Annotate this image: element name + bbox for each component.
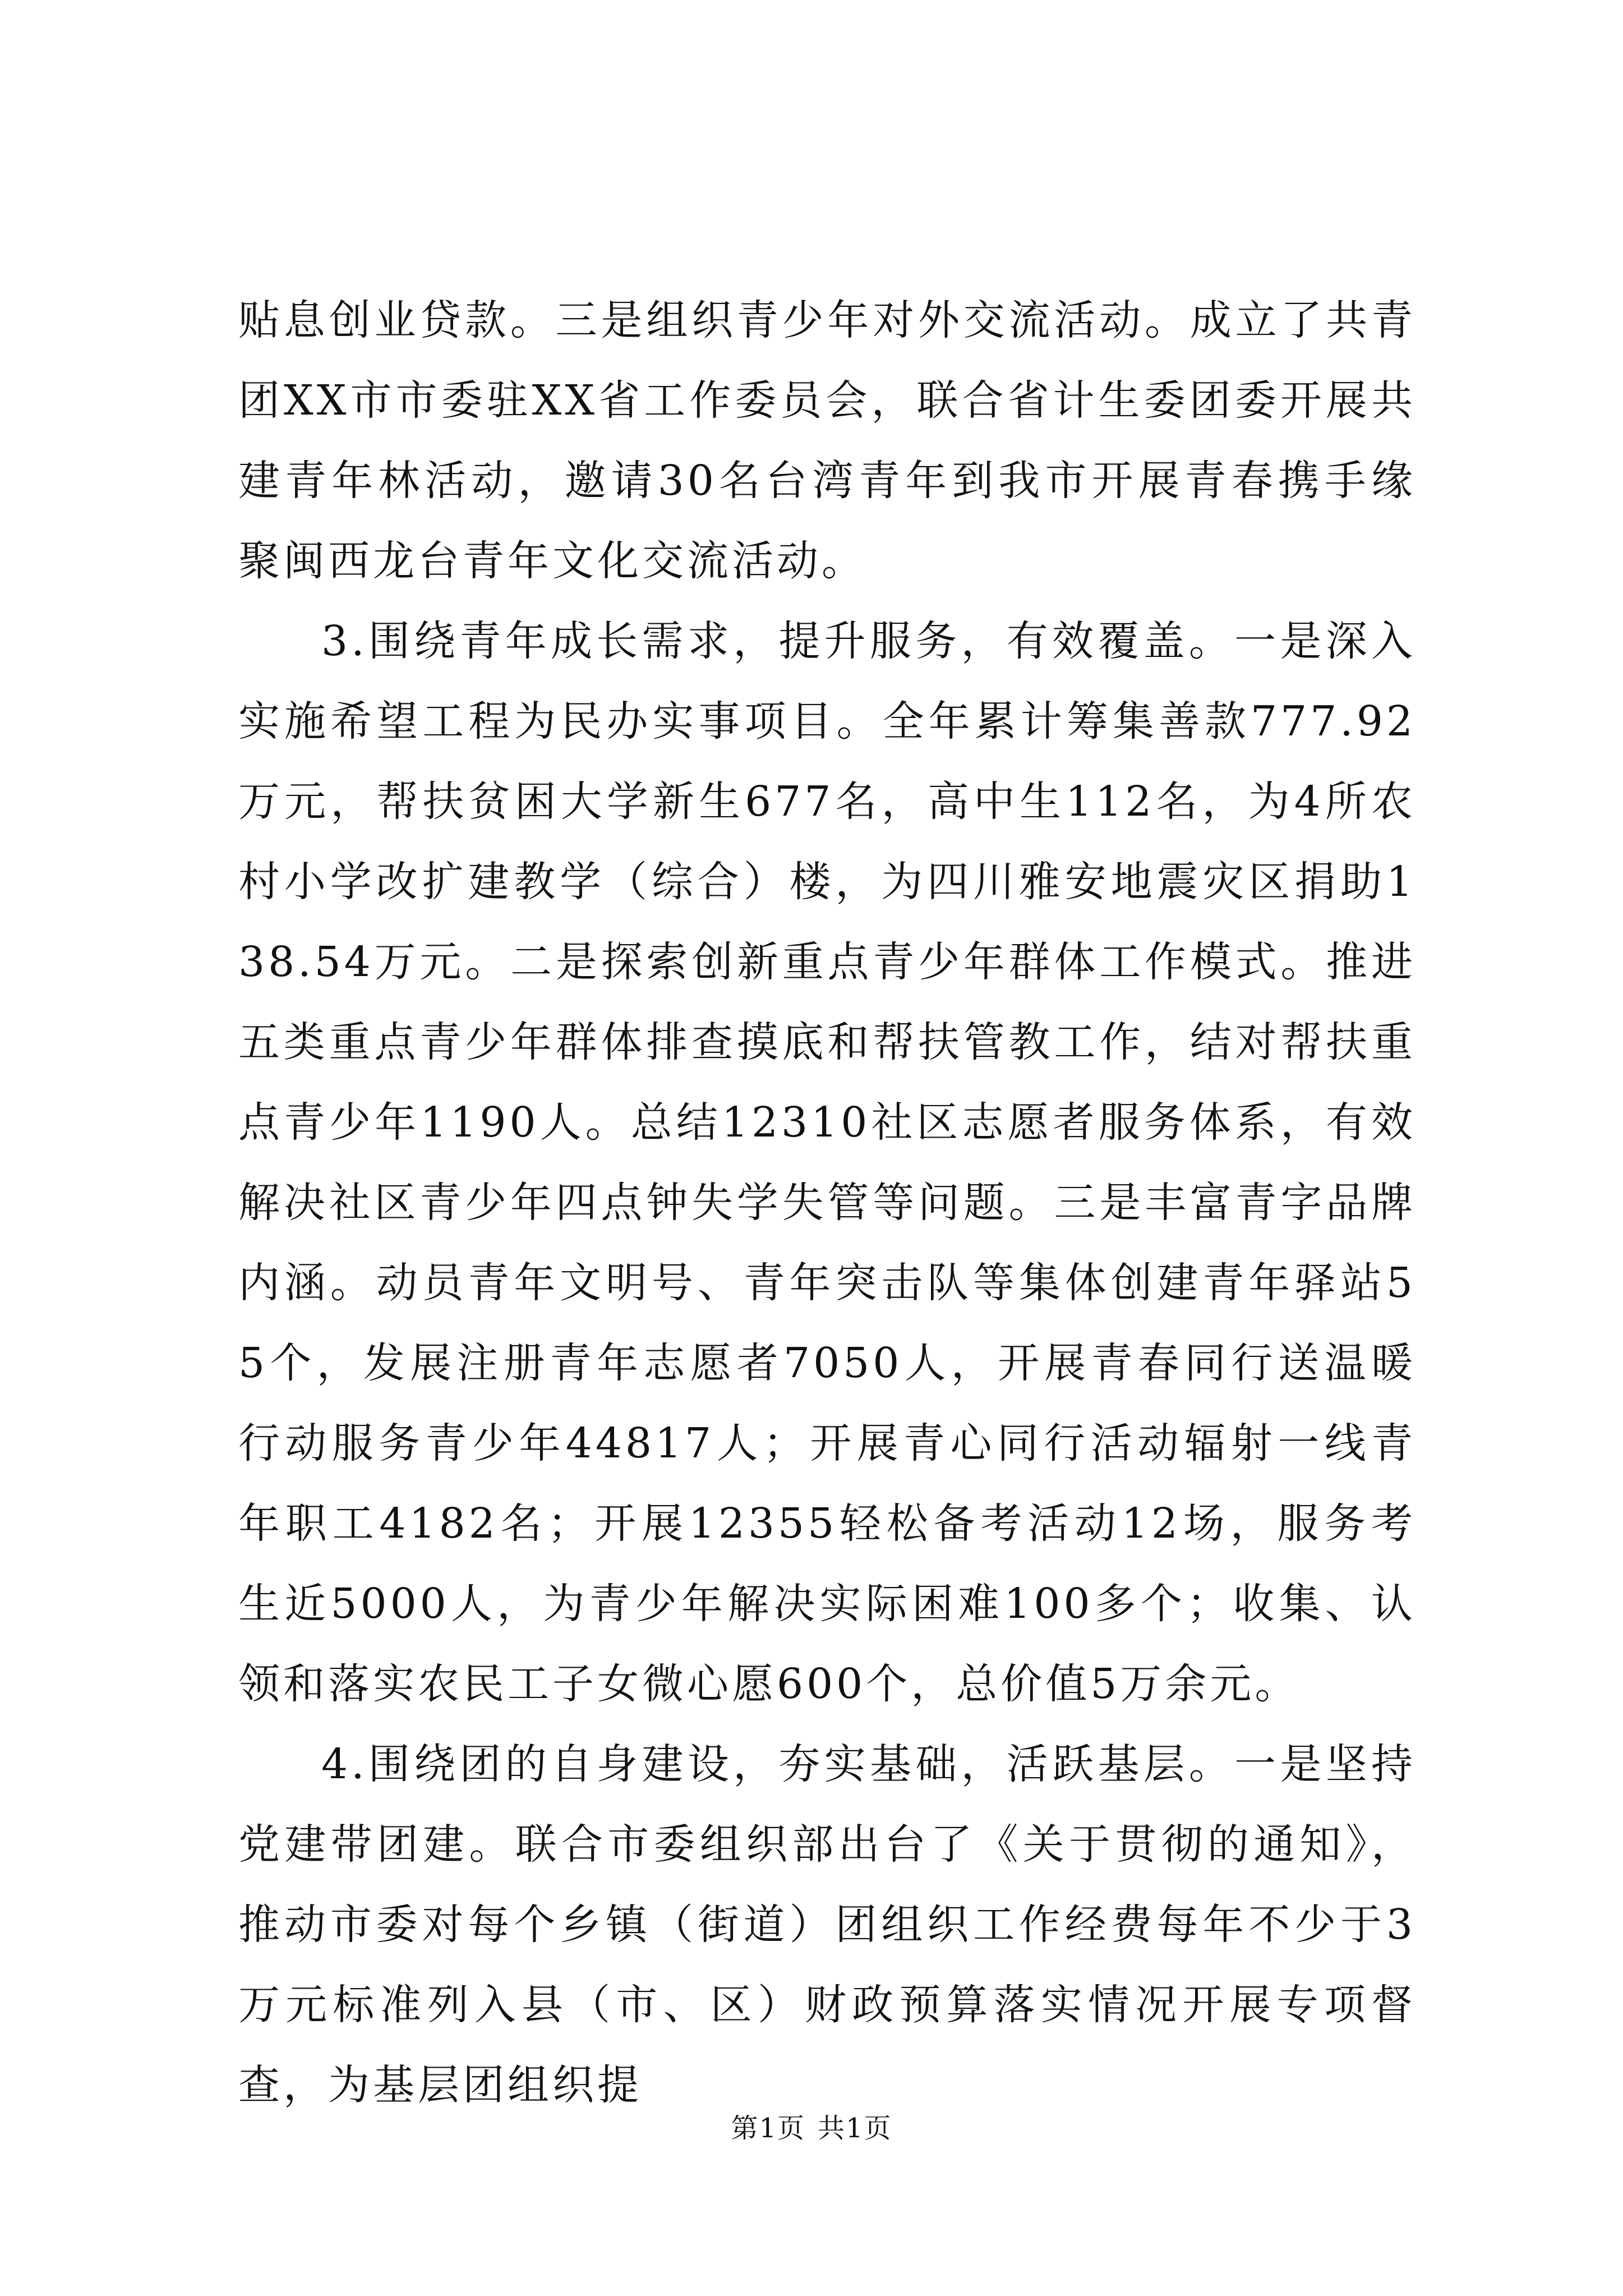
page-footer — [0, 2106, 1623, 2145]
document-body — [238, 280, 1416, 2125]
paragraph-continuation: 贴息创业贷款。三是组织青少年对外交流活动。成立了共青团XX市市委驻XX省工作委员会，联合省计生委团委开展共建青年林活动，邀请30名台湾青年到我市开展青春携手缘聚闽西龙台青年文化交流活动。 — [238, 296, 1416, 585]
paragraph-section-4: 4.围绕团的自身建设，夯实基础，活跃基层。一是坚持党建带团建。联合市委组织部出台了《关于贯彻的通知》，推动市委对每个乡镇（街道）团组织工作经费每年不少于3万元标准列入县（市、区）财政预算落实情况开展专项督查，为基层团组织提 — [238, 1740, 1416, 2109]
page-number-total: 共1页 — [818, 2113, 892, 2144]
paragraph-section-3: 3.围绕青年成长需求，提升服务，有效覆盖。一是深入实施希望工程为民办实事项目。全年累计筹集善款777.92万元，帮扶贫困大学新生677名，高中生112名，为4所农村小学改扩建教学（综合）楼，为四川雅安地震灾区捐助138.54万元。二是探索创新重点青少年群体工作模式。推进五类重点青少年群体排查摸底和帮扶管教工作，结对帮扶重点青少年1190人。总结12310社区志愿者服务体系，有效解决社区青少年四点钟失学失管等问题。三是丰富青字品牌内涵。动员青年文明号、青年突击队等集体创建青年驿站55个，发展注册青年志愿者7050人，开展青春同行送温暖行动服务青少年44817人；开展青心同行活动辐射一线青年职工4182名；开展12355轻松备考活动12场，服务考生近5000人，为青少年解决实际困难100多个；收集、认领和落实农民工子女微心愿600个，总价值5万余元。 — [238, 617, 1416, 1708]
page-number-current: 第1页 — [731, 2113, 805, 2144]
